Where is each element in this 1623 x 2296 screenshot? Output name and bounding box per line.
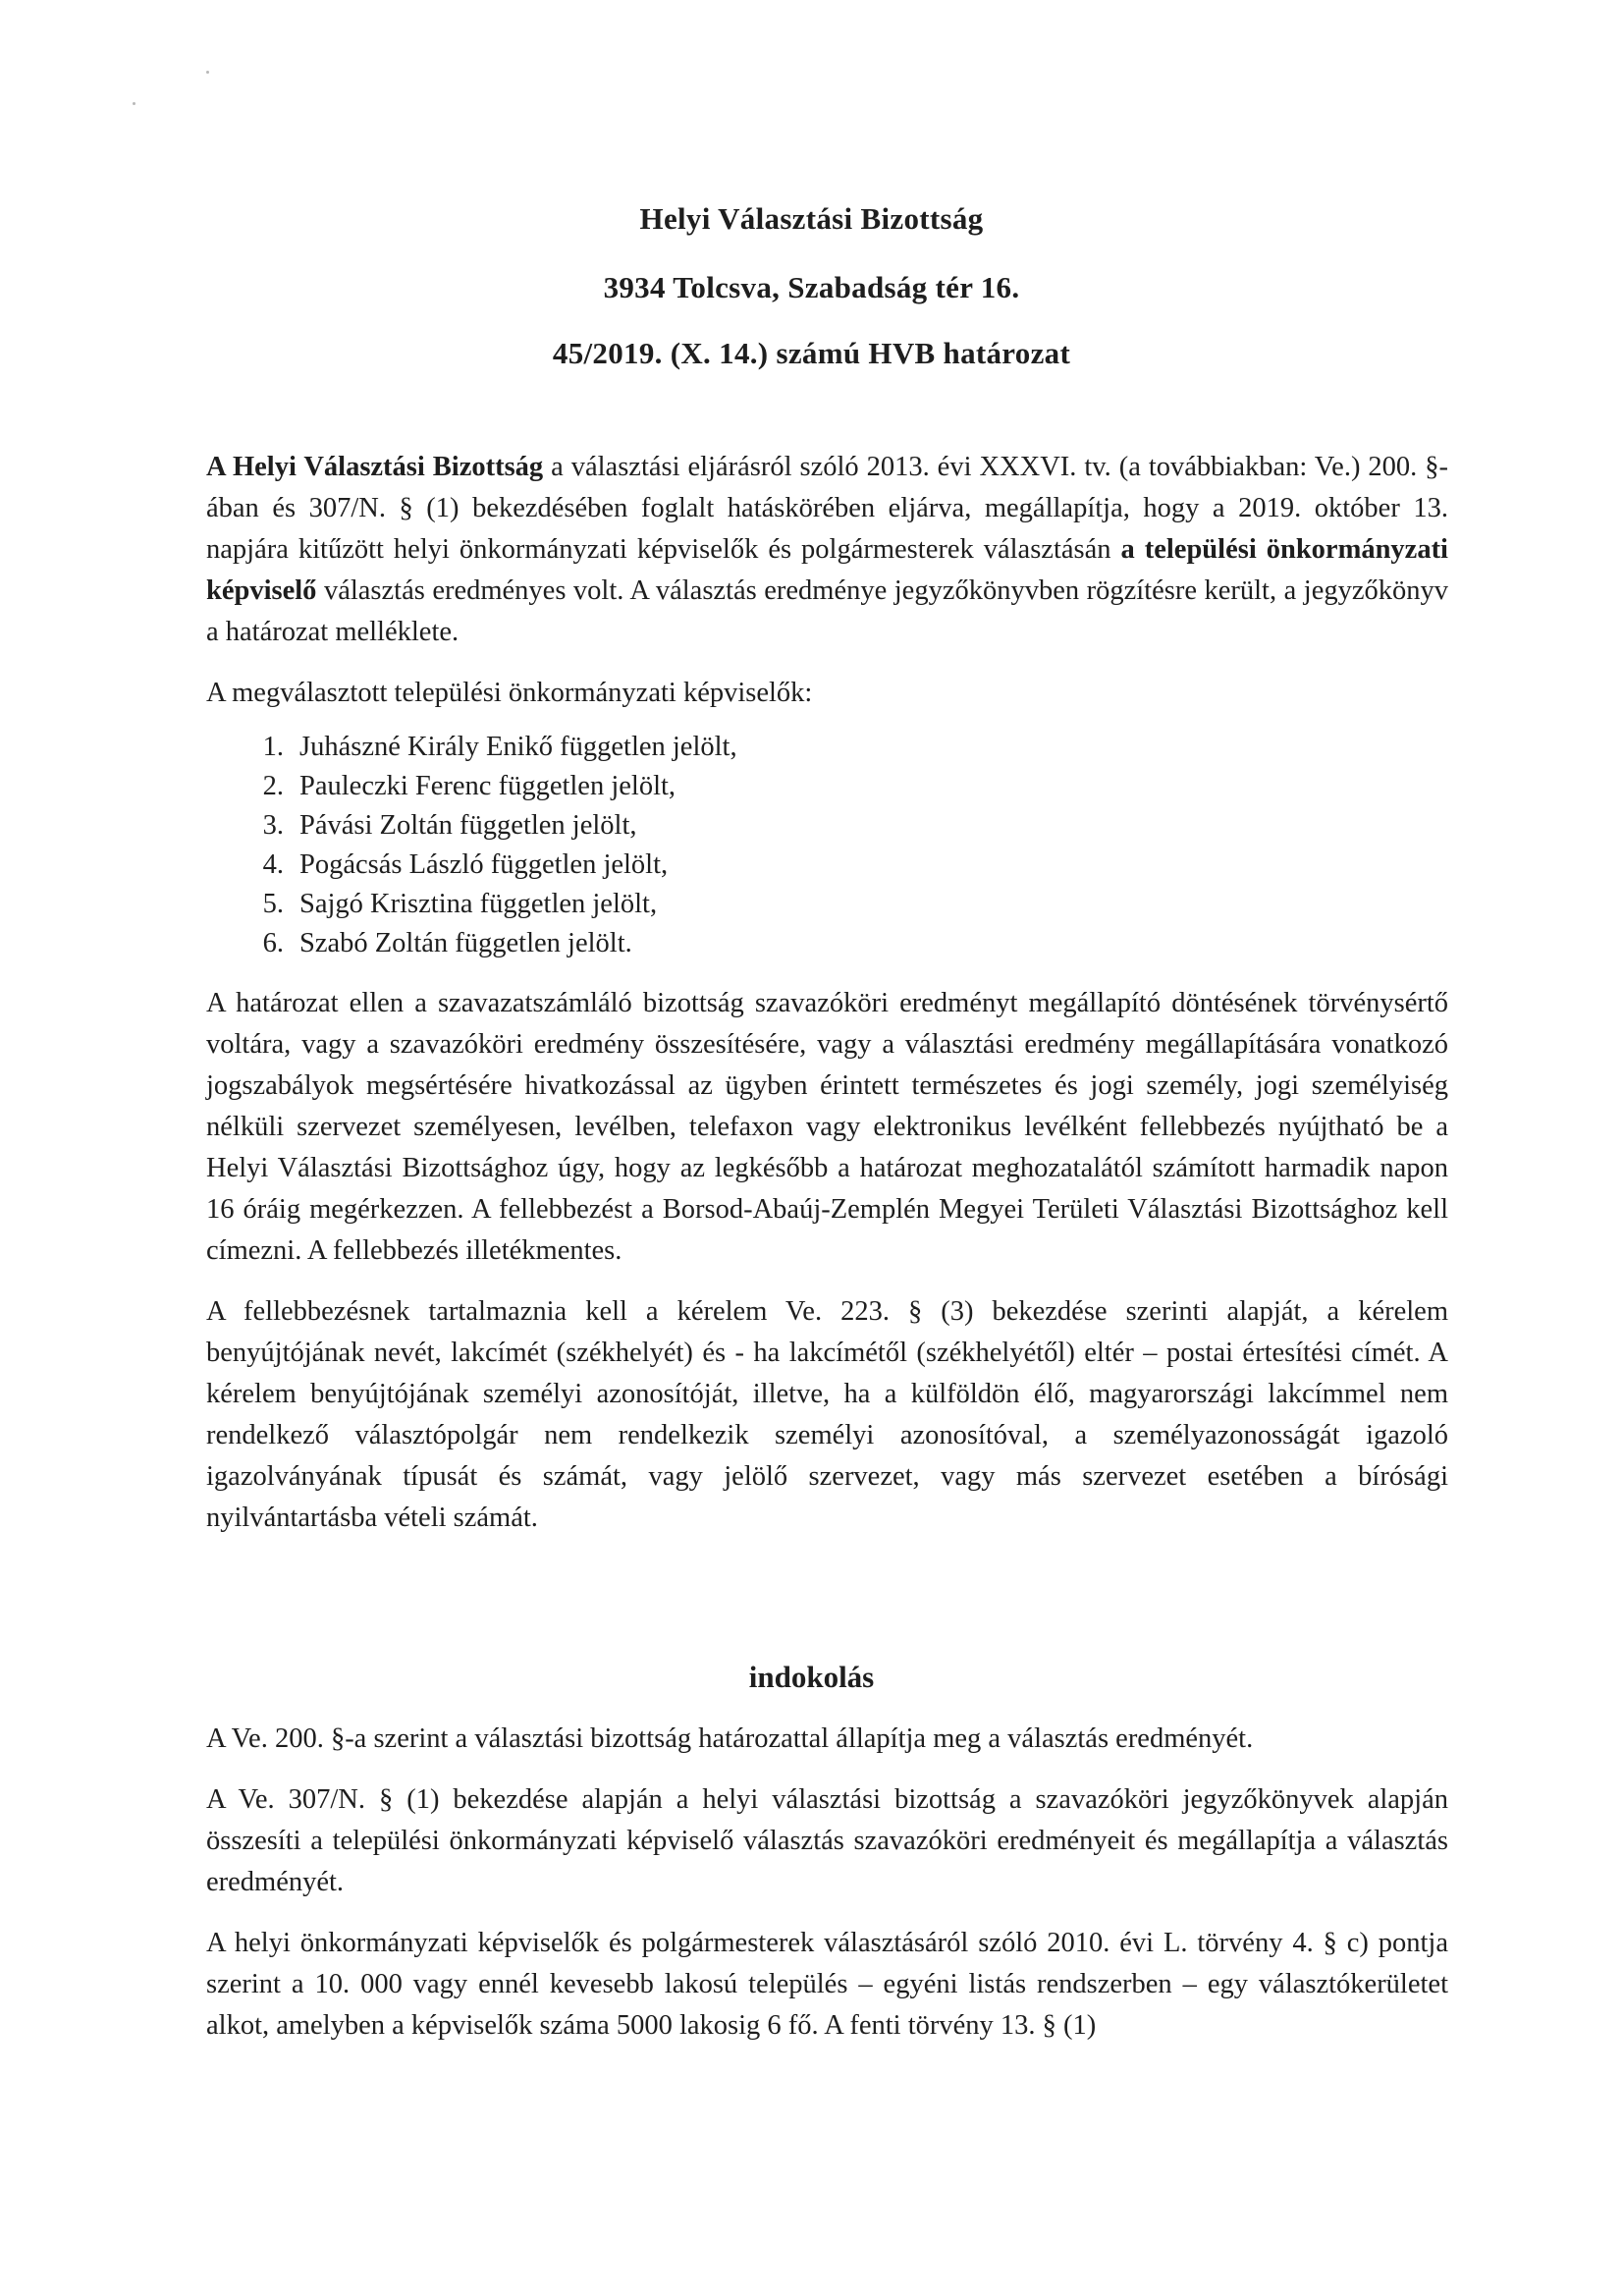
list-item — [206, 924, 1448, 963]
resolution-title: 45/2019. (X. 14.) számú HVB határozat — [552, 336, 1071, 370]
elected-list-intro: A megválasztott települési önkormányzati képviselők: — [206, 678, 813, 708]
committee-address: 3934 Tolcsva, Szabadság tér 16. — [603, 270, 1020, 304]
list-item-number: 5. — [262, 889, 284, 919]
list-item — [206, 806, 1448, 846]
list-item-text: Pauleczki Ferenc független jelölt, — [299, 771, 676, 801]
list-item-number: 1. — [262, 732, 284, 762]
reasoning-title: indokolás — [748, 1660, 875, 1694]
decision-section — [206, 447, 1448, 1558]
decision-text-b: választás eredményes volt. A választás eredménye jegyzőkönyvben rögzítésre került, a jegyzőkönyv a határozat melléklete. — [206, 575, 1448, 647]
decision-text-a: a választási eljárásról szóló 2013. évi XXXVI. tv. (a továbbiakban: Ve.) 200. §-ában és 307/N. § (1) bekezdésében foglalt hatáskörében eljárva, megállapítja, hogy a 2019. október 13. napjára kitűzött helyi önkormányzati képviselők és polgármesterek választásán — [206, 452, 1448, 565]
committee-name: Helyi Választási Bizottság — [639, 201, 984, 236]
list-item-text: Pogácsás László független jelölt, — [299, 849, 669, 880]
reasoning-paragraph-1: A Ve. 200. §-a szerint a választási bizottság határozattal állapítja meg a választás eredményét. — [206, 1723, 1254, 1754]
list-item — [206, 846, 1448, 885]
list-item-number: 2. — [262, 771, 284, 801]
list-item — [206, 728, 1448, 767]
decision-election-type: a települési önkormányzati képviselő — [206, 534, 1448, 606]
list-item — [206, 767, 1448, 806]
decision-paragraph — [206, 447, 1448, 653]
reasoning-paragraph-3: A helyi önkormányzati képviselők és polgármesterek választásáról szóló 2010. évi L. törvény 4. § c) pontja szerint a 10. 000 vagy ennél kevesebb lakosú település – egyéni listás rendszerben – egy választókerületet alkot, amelyben a képviselők száma 5000 lakosig 6 fő. A fenti törvény 13. § (1) — [206, 1928, 1448, 2041]
reasoning-paragraph-2: A Ve. 307/N. § (1) bekezdése alapján a helyi választási bizottság a szavazóköri jegyzőkönyvek alapján összesíti a települési önkormányzati képviselő választás szavazóköri eredményeit és megállapítja a választás eredményét. — [206, 1784, 1448, 1897]
scan-speck — [133, 102, 135, 105]
list-item-text: Szabó Zoltán független jelölt. — [299, 928, 632, 958]
list-item-number: 6. — [262, 928, 284, 958]
list-item — [206, 885, 1448, 924]
list-item-number: 3. — [262, 810, 284, 841]
scan-speck — [206, 71, 209, 74]
list-item-text: Sajgó Krisztina független jelölt, — [299, 889, 658, 919]
decision-subject: A Helyi Választási Bizottság — [206, 452, 544, 482]
reasoning-section — [206, 1719, 1448, 2066]
list-item-text: Juhászné Király Enikő független jelölt, — [299, 732, 737, 762]
elected-list — [206, 728, 1448, 963]
appeal-content-paragraph: A fellebbezésnek tartalmaznia kell a kérelem Ve. 223. § (3) bekezdése szerinti alapját, a kérelem benyújtójának nevét, lakcímét (székhelyét) és - ha lakcímétől (székhelyétől) eltér – postai értesítési címét. A kérelem benyújtójának személyi azonosítóját, illetve, ha a külföldön élő, magyarországi lakcímmel nem rendelkező választópolgár nem rendelkezik személyi azonosítóval, a személyazonosságát igazoló igazolványának típusát és számát, vagy jelölő szervezet, vagy más szervezet esetében a bírósági nyilvántartásba vételi számát. — [206, 1296, 1448, 1533]
list-item-text: Pávási Zoltán független jelölt, — [299, 810, 637, 841]
appeal-paragraph: A határozat ellen a szavazatszámláló bizottság szavazóköri eredményt megállapító döntésének törvénysértő voltára, vagy a szavazóköri eredmény összesítésére, vagy a választási eredmény megállapítására vonatkozó jogszabályok megsértésére hivatkozással az ügyben érintett természetes és jogi személy, jogi személyiség nélküli szervezet személyesen, levélben, telefaxon vagy elektronikus levélként fellebbezés nyújtható be a Helyi Választási Bizottsághoz úgy, hogy az legkésőbb a határozat meghozatalától számított harmadik napon 16 óráig megérkezzen. A fellebbezést a Borsod-Abaúj-Zemplén Megyei Területi Választási Bizottsághoz kell címezni. A fellebbezés illetékmentes. — [206, 988, 1448, 1266]
list-item-number: 4. — [262, 849, 284, 880]
